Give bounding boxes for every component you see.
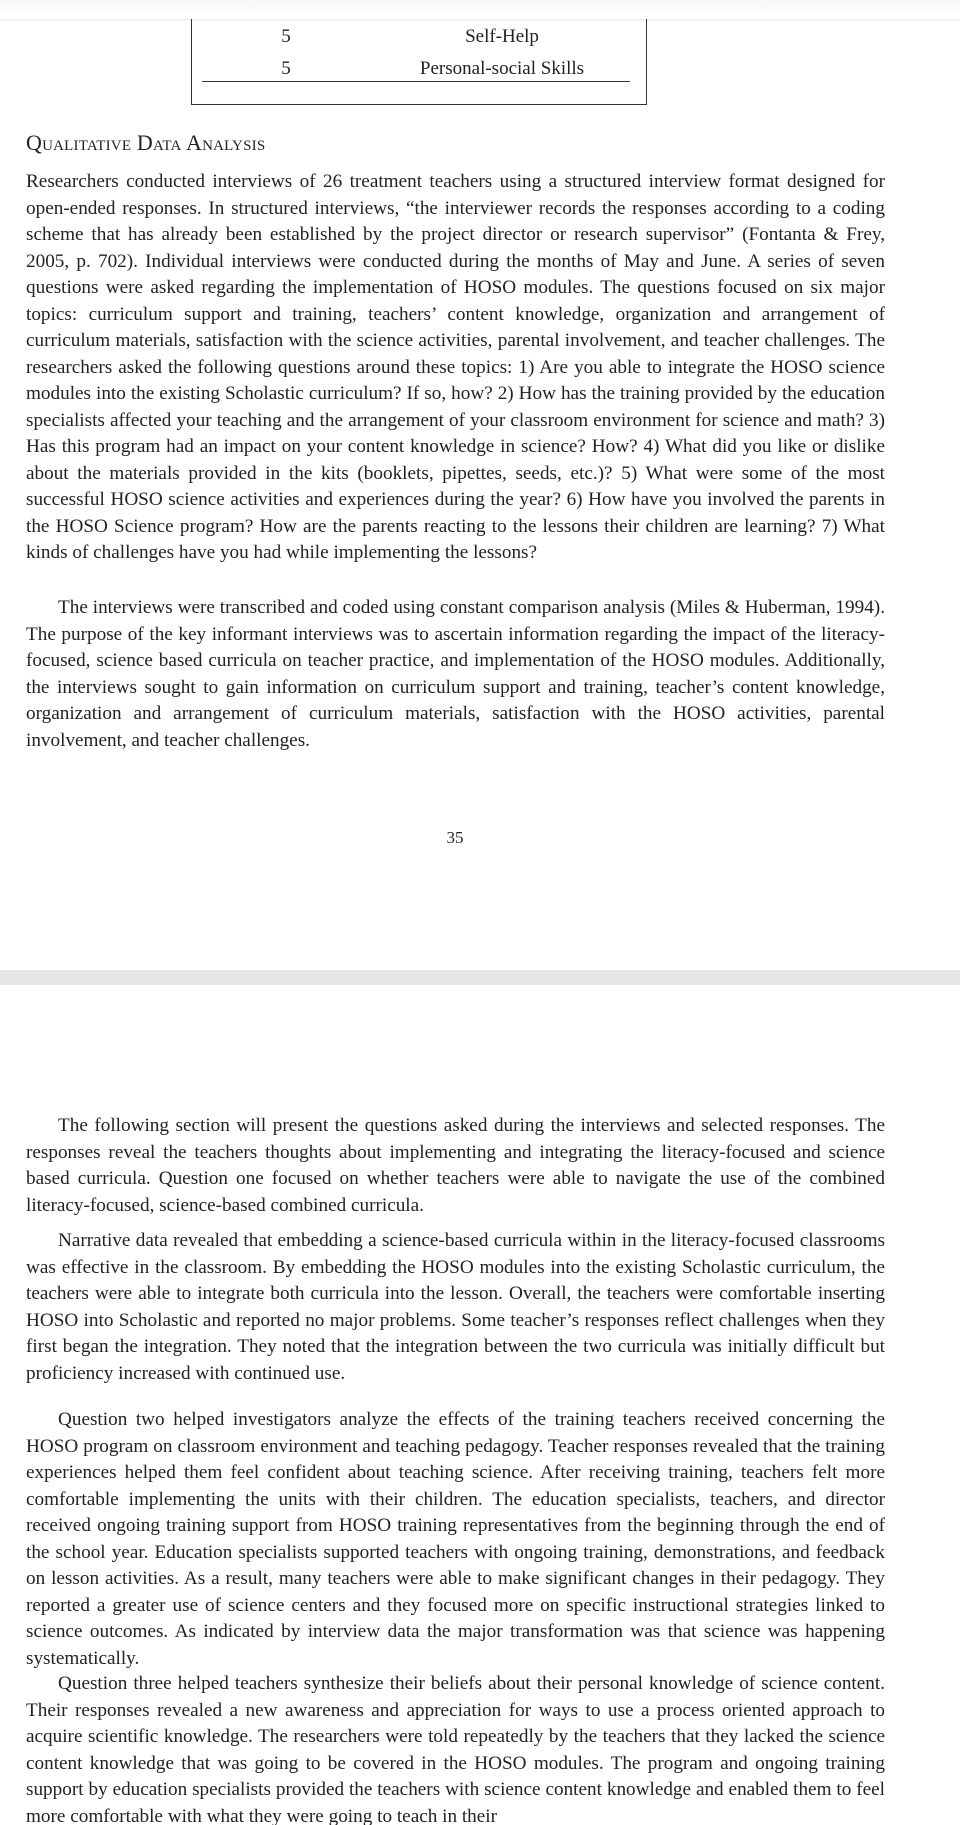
viewer-top-bar bbox=[0, 0, 960, 19]
table-cell-score: 5 bbox=[281, 26, 291, 47]
paragraph: The interviews were transcribed and coded using constant comparison analysis (Miles & Huberman, 1994). The purpose of the key informant interviews was to ascertain information regarding the impact of the literacy-focused, science based curricula on teacher practice, and implementation of the HOSO modules. Additionally, the interviews sought to gain information on curriculum support and training, teacher’s content knowledge, organization and arrangement of curriculum materials, satisfaction with the HOSO activities, parental involvement, and teacher challenges. bbox=[26, 597, 885, 751]
paragraph: The following section will present the questions asked during the interviews and selected responses. The responses reveal the teachers thoughts about implementing and integrating the literacy-focused and science based curricula. Question one focused on whether teachers were able to navigate the use of the combined literacy-focused, science-based combined curricula. bbox=[26, 1115, 885, 1216]
table-row bbox=[192, 25, 648, 49]
paragraph: Question two helped investigators analyze the effects of the training teachers received concerning the HOSO program on classroom environment and teaching pedagogy. Teacher responses revealed that the training experiences helped them feel confident about teaching science. After receiving training, teachers felt more comfortable implementing the units with their children. The education specialists, teachers, and director received ongoing training support from HOSO training representatives from the beginning through the end of the school year. Education specialists supported teachers with ongoing training, demonstrations, and feedback on lesson activities. As a result, many teachers were able to make significant changes in their pedagogy. They reported a greater use of science centers and they focused more on specific instructional strategies linked to science outcomes. As indicated by interview data the major transformation was that science was happening systematically. bbox=[26, 1409, 885, 1669]
table-cell-domain: Personal-social Skills bbox=[419, 58, 585, 79]
page-number: 35 bbox=[446, 828, 464, 847]
paragraph: Researchers conducted interviews of 26 treatment teachers using a structured interview format designed for open-ended responses. In structured interviews, “the interviewer records the responses according to a coding scheme that has already been established by the project director or research supervisor” (Fontanta & Frey, 2005, p. 702). Individual interviews were conducted during the months of May and June. A series of seven questions were asked regarding the implementation of HOSO modules. The questions focused on six major topics: curriculum support and training, teachers’ content knowledge, organization and arrangement of curriculum materials, satisfaction with the science activities, parental involvement, and teacher challenges. The researchers asked the following questions around these topics: 1) Are you able to integrate the HOSO science modules into the existing Scholastic curriculum? If so, how? 2) How has the training provided by the education specialists affected your teaching and the arrangement of your classroom environment for science and math? 3) Has this program had an impact on your content knowledge in science? How? 4) What did you like or dislike about the materials provided in the kits (booklets, pipettes, seeds, etc.)? 5) What were some of the most successful HOSO science activities and experiences during the year? 6) How have you involved the parents in the HOSO Science program? How are the parents reacting to the lessons their children are learning? 7) What kinds of challenges have you had while implementing the lessons? bbox=[26, 171, 885, 563]
paragraph: Question three helped teachers synthesize their beliefs about their personal knowledge of science content. Their responses revealed a new awareness and appreciation for ways to use a process oriented approach to acquire scientific knowledge. The researchers were told repeatedly by the teachers that they lacked the science content knowledge that was going to be covered in the HOSO modules. The program and ongoing training support by education specialists provided the teachers with science content knowledge and enabled them to feel more comfortable with what they were going to teach in their bbox=[26, 1673, 885, 1825]
section-heading: Qualitative Data Analysis bbox=[26, 130, 266, 155]
table-bottom-rule bbox=[202, 81, 630, 82]
table-cell-domain: Self-Help bbox=[465, 26, 539, 47]
table-cell-score: 5 bbox=[281, 58, 291, 79]
paragraph: Narrative data revealed that embedding a science-based curricula within in the literacy-focused classrooms was effective in the classroom. By embedding the HOSO modules into the existing Scholastic curriculum, the teachers were able to integrate both curricula into the lesson. Overall, the teachers were comfortable inserting HOSO into Scholastic and reported no major problems. Some teacher’s responses reflect challenges when they first began the integration. They noted that the integration between the two curricula was initially difficult but proficiency increased with continued use. bbox=[26, 1230, 885, 1384]
table-row bbox=[192, 57, 648, 81]
document-page-2 bbox=[0, 985, 960, 1825]
